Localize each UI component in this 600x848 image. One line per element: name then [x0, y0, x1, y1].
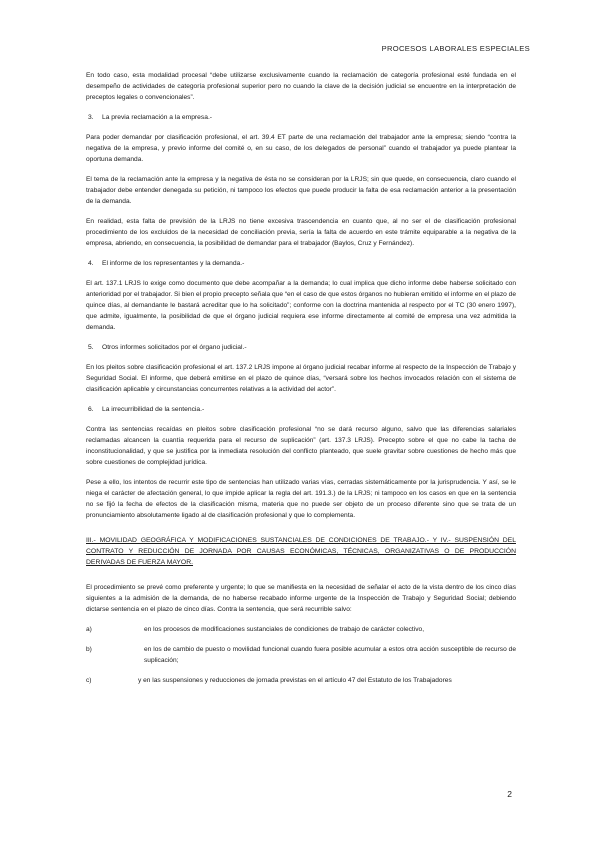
heading-otros-informes [86, 342, 516, 353]
paragraph: Pese a ello, los intentos de recurrir este tipo de sentencias han utilizado varias vías, cerradas sistemáticamente por la jurisprudencia. Y así, se le niega el carácter de afectación general, lo que impide aplicar la regla del art. 191.3.) de la LRJS; ni tampoco en los casos en que en la sentencia no se fijó la fecha de efectos de la clasificación misma, materia que no puede ser objeto de un proceso diferente sino que se trata de un pronunciamiento absolutamente ligado al de clasificación profesional y que lo complementa. [86, 479, 516, 519]
heading-number: 6. [88, 406, 94, 413]
heading-informe-representantes [86, 258, 516, 269]
page-number: 2 [507, 789, 512, 799]
heading-text: La irrecurribilidad de la sentencia.- [102, 406, 205, 413]
list-item-text: en los procesos de modificaciones sustanciales de condiciones de trabajo de carácter colectivo, [144, 626, 425, 633]
list-item [86, 675, 516, 686]
heading-text: La previa reclamación a la empresa.- [102, 114, 213, 121]
paragraph: En los pleitos sobre clasificación profesional el art. 137.2 LRJS impone al órgano judicial recabar informe al respecto de la Inspección de Trabajo y Seguridad Social. El informe, que deberá emitirse en el plazo de quince días, “versará sobre los hechos invocados relación con el sistema de clasificación aplicable y circunstancias concurrentes relativas a la actividad del actor”. [86, 364, 516, 393]
list-item-text: y en las suspensiones y reducciones de jornada previstas en el artículo 47 del Estatuto de los Trabajadores [138, 677, 452, 684]
list-item [86, 644, 516, 666]
paragraph: El art. 137.1 LRJS lo exige como documento que debe acompañar a la demanda; lo cual implica que dicho informe debe haberse solicitado con anterioridad por el trabajador. Si bien el propio precepto señala que “en el caso de que estos órganos no hubieran emitido el informe en el plazo de quince días, al demandante le bastará acreditar que lo ha solicitado”; conforme con la doctrina mantenida al respecto por el TC (30 enero 1997), que admite, igualmente, la posibilidad de que el órgano judicial requiera ese informe directamente al comité de empresa una vez admitida la demanda. [86, 280, 516, 331]
list-item-letter: b) [86, 646, 92, 653]
document-body [86, 70, 516, 695]
heading-text: Otros informes solicitados por el órgano judicial.- [102, 344, 247, 351]
heading-irrecurribilidad [86, 404, 516, 415]
paragraph: Para poder demandar por clasificación profesional, el art. 39.4 ET parte de una reclamación del trabajador ante la empresa; siendo “contra la negativa de la empresa, y previo informe del comité o, en su caso, de los delegados de personal” cuando el trabajador ya puede plantear la oportuna demanda. [86, 134, 516, 163]
list-item-letter: c) [86, 677, 92, 684]
paragraph: En todo caso, esta modalidad procesal “debe utilizarse exclusivamente cuando la reclamación de categoría profesional esté fundada en el desempeño de actividades de categoría profesional superior pero no cuando la clave de la decisión judicial se encuentre en la interpretación de preceptos legales o convencionales”. [86, 72, 516, 101]
paragraph: El procedimiento se prevé como preferente y urgente; lo que se manifiesta en la necesidad de señalar el acto de la vista dentro de los cinco días siguientes a la admisión de la demanda, de no haberse recabado informe urgente de la Inspección de Trabajo y Seguridad Social; debiendo dictarse sentencia en el plazo de cinco días. Contra la sentencia, que será recurrible salvo: [86, 584, 516, 613]
paragraph: El tema de la reclamación ante la empresa y la negativa de ésta no se consideran por la LRJS; sin que quede, en consecuencia, claro cuando el trabajador debe entender denegada su petición, ni tampoco los efectos que puede producir la falta de esa reclamación anterior a la presentación de la demanda. [86, 176, 516, 205]
paragraph: Contra las sentencias recaídas en pleitos sobre clasificación profesional “no se dará recurso alguno, salvo que las diferencias salariales reclamadas alcancen la cuantía requerida para el recurso de suplicación” (art. 137.3 LRJS). Precepto sobre el que no cabe la tacha de inconstitucionalidad, y que se justifica por la inmediata resolución del conflicto planteado, que suele gravitar sobre cuestiones de hecho más que sobre cuestiones de complejidad jurídica. [86, 426, 516, 466]
paragraph: En realidad, esta falta de previsión de la LRJS no tiene excesiva trascendencia en cuanto que, al no ser el de clasificación profesional procedimiento de los excluidos de la necesidad de conciliación previa, sería la falta de acuerdo en este trámite equiparable a la negativa de la empresa, abriendo, en consecuencia, la posibilidad de demandar para el trabajador (Baylos, Cruz y Fernández). [86, 218, 516, 247]
list-item [86, 624, 516, 635]
heading-number: 4. [88, 260, 94, 267]
list-item-text: en los de cambio de puesto o movilidad funcional cuando fuera posible acumular a estos otra acción susceptible de recurso de suplicación; [144, 646, 516, 664]
heading-previa-reclamacion [86, 112, 516, 123]
heading-text: El informe de los representantes y la demanda.- [102, 260, 245, 267]
heading-number: 5. [88, 344, 94, 351]
running-header: PROCESOS LABORALES ESPECIALES [381, 44, 530, 53]
section-title: III.- MOVILIDAD GEOGRÁFICA Y MODIFICACIONES SUSTANCIALES DE CONDICIONES DE TRABAJO.- Y IV.- SUSPENSIÓN DEL CONTRATO Y REDUCCIÓN DE JORNADA POR CAUSAS ECONÓMICAS, TÉCNICAS, ORGANIZATIVAS O DE PRODUCCIÓN DERIVADAS DE FUERZA MAYOR. [86, 537, 516, 566]
list-item-letter: a) [86, 626, 92, 633]
heading-number: 3. [88, 114, 94, 121]
